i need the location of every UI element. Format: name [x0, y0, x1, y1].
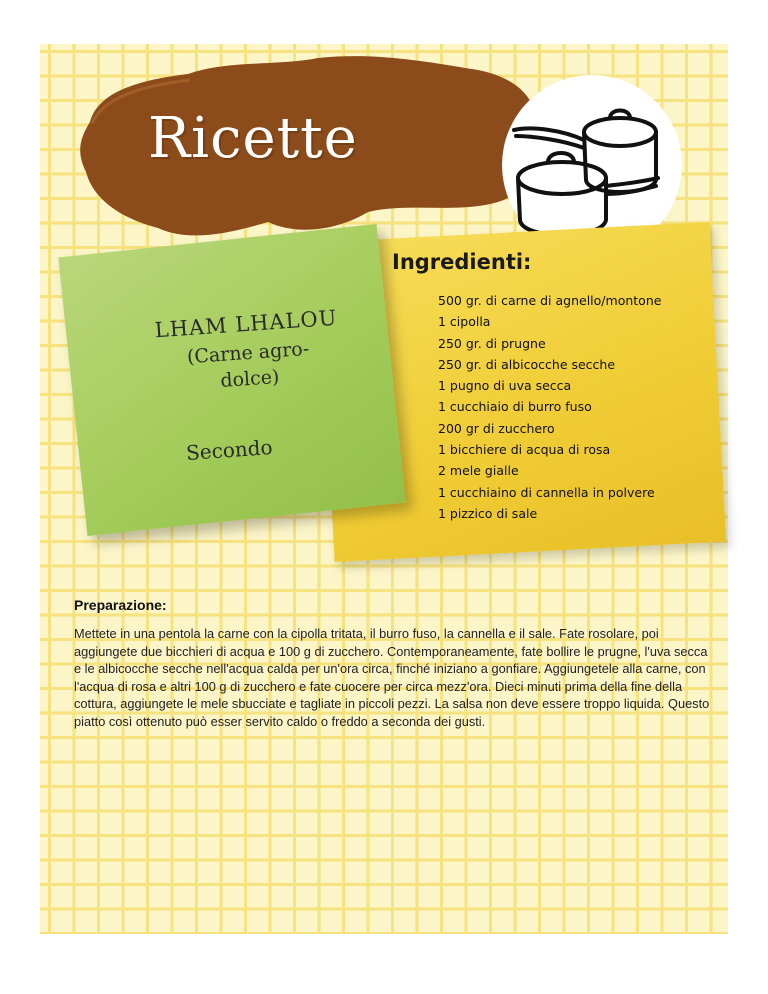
ingredient-item: 250 gr. di albicocche secche [438, 356, 616, 372]
dish-name: LHAM LHALOU [153, 305, 339, 343]
ingredients-list [438, 290, 661, 524]
dish-subtitle-line2: dolce) [219, 365, 281, 392]
ingredients-heading: Ingredienti: [392, 250, 532, 274]
ingredient-item: 200 gr di zucchero [438, 420, 555, 436]
page-title: Ricette [148, 106, 358, 171]
dish-subtitle-line1: (Carne agro- [186, 337, 310, 369]
ingredient-item: 1 cucchiaio di burro fuso [438, 399, 592, 415]
ingredient-item: 1 cipolla [438, 314, 491, 330]
ingredient-item: 1 pizzico di sale [438, 505, 538, 521]
preparation-heading: Preparazione: [74, 597, 167, 613]
ingredient-item: 1 pugno di uva secca [438, 378, 572, 394]
ingredient-item: 1 cucchiaino di cannella in polvere [438, 484, 655, 500]
ingredient-item: 500 gr. di carne di agnello/montone [438, 293, 662, 308]
ingredient-item: 1 bicchiere di acqua di rosa [438, 442, 611, 458]
preparation-text: Mettete in una pentola la carne con la cipolla tritata, il burro fuso, la cannella e il sale. Fate rosolare, poi aggiungete due bicchieri di acqua e 100 g di zucchero. Contemporaneamente, fate bollire le prugne, l'uva secca e le albicocche secche nell'acqua calda per un'ora circa, finché iniziano a gonfiare. Aggiungetele alla carne, con l'acqua di rosa e altri 100 g di zucchero e fate cuocere per circa mezz'ora. Dieci minuti prima della fine della cottura, aggiungete le mele sbucciate e tagliate in piccoli pezzi. La salsa non deve essere troppo liquida. Questo piatto così ottenuto può esser servito caldo o freddo a seconda dei gusti. [74, 626, 710, 729]
dish-course: Secondo [185, 435, 274, 465]
ingredient-item: 2 mele gialle [438, 463, 519, 479]
ingredient-item: 250 gr. di prugne [438, 335, 546, 351]
